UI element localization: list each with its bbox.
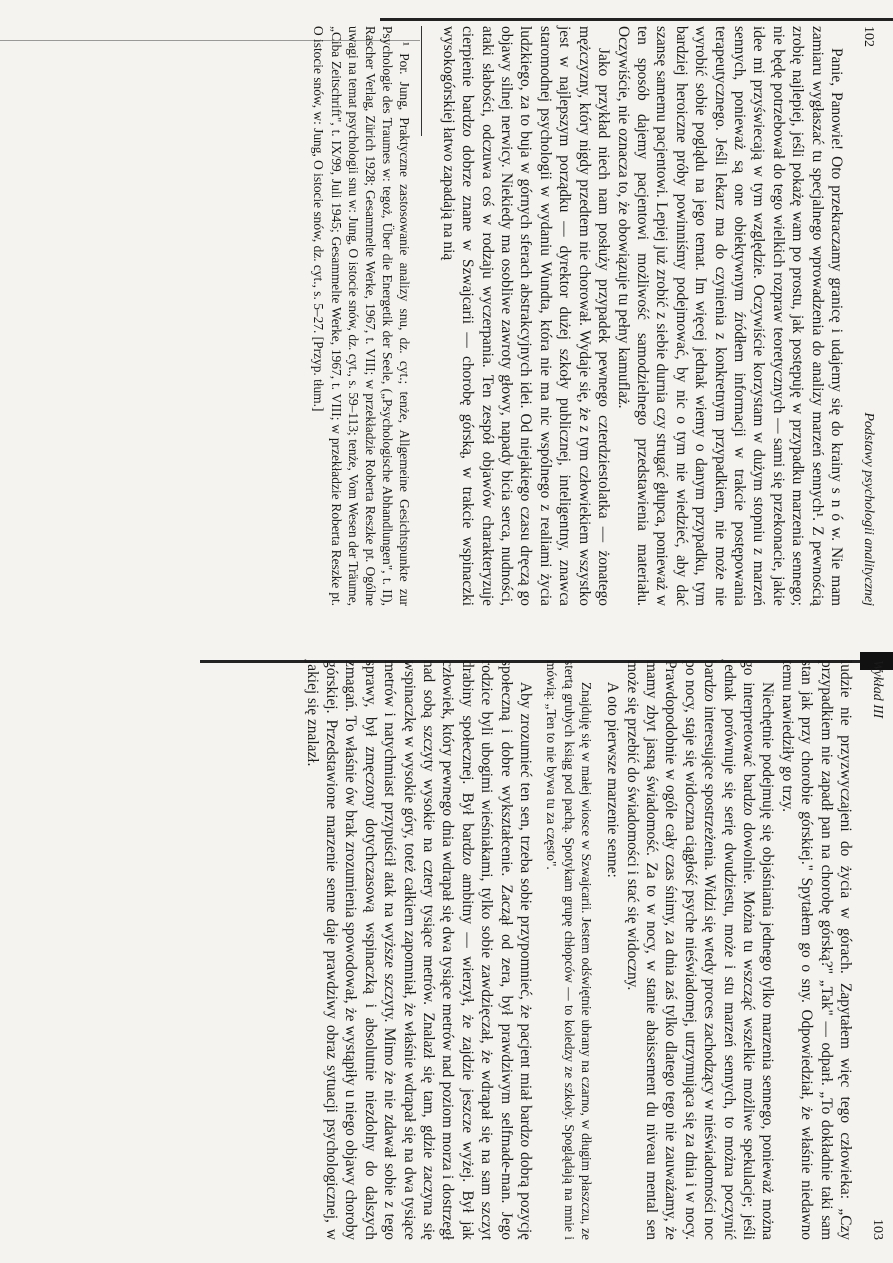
running-head [860,26,876,606]
page-number: 103 [870,1219,885,1240]
dream-text: Znajduję się w małej wiosce w Szwajcarii. Jestem odświętnie ubrany na czarno, w długim płaszczu, ze stertą grubych ksiąg pod pachą. Spotykam grupę chłopców — to koledzy ze szkoły. Spoglądają na mnie i mówią: „Ten to nie bywa tu za często". [544,660,594,1240]
scan-edge-top [380,18,893,21]
book-page-102 [16,26,876,606]
body-paragraph: A oto pierwsze marzenie senne: [604,682,622,878]
footnote: ¹ Por. Jung, Praktyczne zastosowanie analizy snu, dz. cyt.; tenże, Allgemeine Gesichtspunkte zur Psychologie des Traumes w: tegoż, Über die Energetik der Seele, („Psychologische Abhandlungen", t. II), Rascher Verlag, Zürich 1928; Gesammelte Werke, 1967, t. VIII; w przekładzie Roberta Reszke pt. Ogólne uwagi na temat psychologii snu w: Jung, O istocie snów, dz. cyt., s. 59–113; tenże, Vom Wesen der Träume, „Ciba Zeitschrift", t. IX/99, Juli 1945; Gesammelte Werke, 1967, t. VIII; w przekładzie Roberta Reszke pt. O istocie snów, w: Jung, O istocie snów, dz. cyt., s. 5–27. [Przyp. tłum.] [311,26,413,606]
body-paragraph: Jako przykład niech nam posłuży przypadek pewnego czterdziestolatka — żonatego mężczyzny, który nigdy przedtem nie chorował. Wydaje się, że z tym człowiekiem wszystko jest w najlepszym porządku — dyrektor dużej szkoły publicznej, inteligentny, znawca staromodnej psychologii w wydaniu Wundta, która nie ma nic wspólnego z realiami życia ludzkiego, za to buja w górnych sferach abstrakcyjnych idei. Od niejakiego czasu dręczą go objawy silnej nerwicy. Niekiedy ma osobliwe zawroty głowy, napady bicia serca, nudności, ataki słabości, odczuwa coś w rodzaju wyczerpania. Ten zespół objawów charakteryzuje cierpienie bardzo dobrze znane w Szwajcarii — chorobę górską, w trakcie wspinaczki wysokogórskiej łatwo zapadają na nią [439,26,613,606]
book-page-103 [25,660,885,1240]
running-title: Podstawy psychologii analitycznej [861,412,876,606]
running-title: Wykład III [870,660,885,719]
running-head [869,660,885,1240]
footnote-rule [421,26,422,136]
body-paragraph: Niechętnie podejmuję się objaśniania jednego tylko marzenia sennego, ponieważ można go interpretować bardzo dowolnie. Można tu wszcząć wszelkie możliwe spekulacje; jeśli jednak porównuje się serię dwudziestu, może i stu marzeń sennych, to można poczynić bardzo interesujące spostrzeżenia. Widzi się wtedy proces zachodzący w nieświadomości noc po nocy, staje się widoczna ciągłość psyche nieświadomej, utrzymująca się za dnia i w nocy. Prawdopodobnie w ogóle cały czas śnimy, za dnia zaś tylko dlatego tego nie zauważamy, że mamy zbyt jasną świadomość. Za to w nocy, w stanie abaissement du niveau mental sen może się przebić do świadomości i stać się widoczny. [623,660,777,1240]
dream-quote [543,660,595,1240]
page-number: 102 [861,26,876,47]
body-paragraph: Aby zrozumieć ten sen, trzeba sobie przypomnieć, że pacjent miał bardzo dobrą pozycję społeczną i dobre wykształcenie. Zaczął od zera, był prawdziwym selfmade-man. Jego rodzice byli ubogimi wieśniakami, tylko sobie zawdzięczał, że wdrapał się na sam szczyt drabiny społecznej. Był bardzo ambitny — wierzył, że zajdzie jeszcze wyżej. Był jak człowiek, który pewnego dnia wdrapał się dwa tysiące metrów nad poziom morza i dostrzegł nad sobą szczyty wysokie na cztery tysiące metrów. Znalazł się tam, gdzie zaczyna się wspinaczkę w wysokie góry, toteż całkiem zapomniał, że właśnie wdrapał się na dwa tysiące metrów i natychmiast przypuścił atak na wyższe szczyty. Mimo że nie zdawał sobie z tego sprawy, był zmęczony dotychczasową wspinaczką i absolutnie niezdolny do dalszych zmagań. To właśnie ów brak zrozumienia spowodował, że wystąpiły u niego objawy choroby górskiej. Przedstawione marzenie senne daje prawdziwy obraz sytuacji psychologicznej, w jakiej się znalazł. [303,660,535,1240]
body-paragraph: Panie, Panowie! Oto przekraczamy granicę i udajemy się do krainy s n ó w. Nie mam zamiaru wygłaszać tu specjalnego wprowadzenia do analizy marzeń sennych¹. Z pewnością zrobię najlepiej, jeśli pokażę wam po prostu, jak postępuję w przypadku marzenia sennego; nie będę potrzebował do tego wielkich rozpraw teoretycznych — sami się przekonacie, jakie idee mi przyświecają w tym względzie. Oczywiście korzystam w dużym stopniu z marzeń sennych, ponieważ są one obiektywnym źródłem informacji w trakcie postępowania terapeutycznego. Jeśli lekarz ma do czynienia z konkretnym przypadkiem, nie może nie wyrobić sobie poglądu na jego temat. Im więcej jednak wiemy o danym przypadku, tym bardziej heroiczne próby powinniśmy podejmować, by nic o tym nie wiedzieć, aby dać szansę samemu pacjentowi. Lepiej już zrobić z siebie durnia czy strugać głupca, ponieważ w ten sposób dajemy pacjentowi możliwość samodzielnego przedstawienia materiału. Oczywiście, nie oznacza to, że obowiązuje tu pełny kamuflaż. [614,26,845,606]
body-paragraph: ludzie nie przyzwyczajeni do życia w górach. Zapytałem więc tego człowieka: „Czy przypadkiem nie zapadł pan na chorobę górską?" „Tak" — odparł. „To dokładnie taki sam stan jak przy chorobie górskiej." Spytałem go o sny. Odpowiedział, że właśnie niedawno temu nawiedziły go trzy. [778,660,854,1240]
